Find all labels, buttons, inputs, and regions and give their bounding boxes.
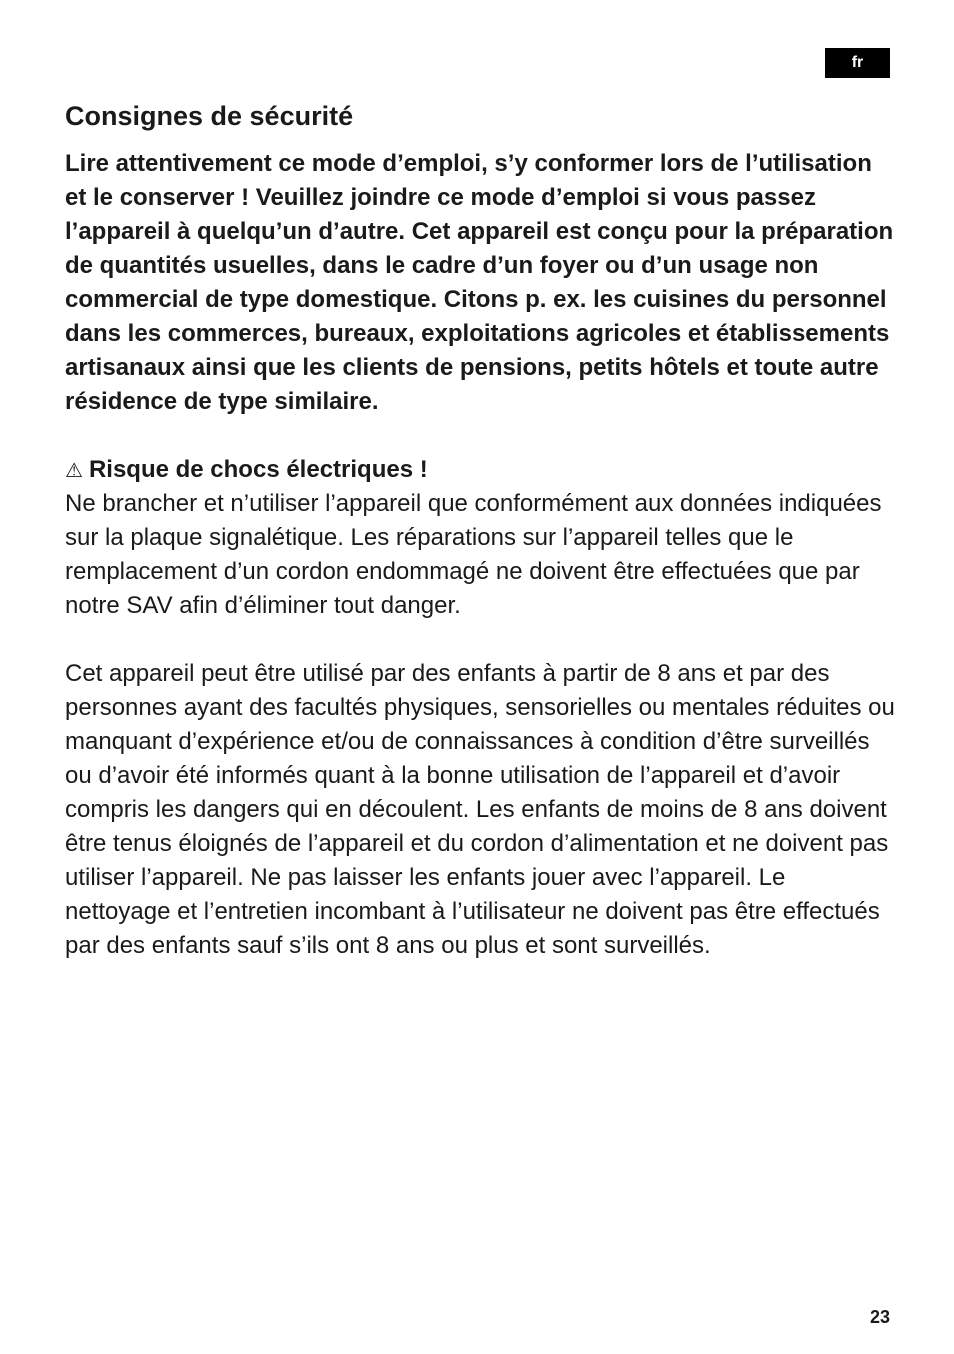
- intro-paragraph: Lire attentivement ce mode d’emploi, s’y conformer lors de l’utilisation et le conserver ! Veuillez joindre ce mode d’emploi si vous passez l’appareil à quelqu’un d’autre. Cet appareil est conçu pour la préparation de quantités usuelles, dans le cadre d’un foyer ou d’un usage non commercial de type domestique. Citons p. ex. les cuisines du personnel dans les commerces, bureaux, exploitations agricoles et établissements artisanaux ainsi que les clients de pensions, petits hôtels et toute autre résidence de type similaire.: [65, 150, 894, 415]
- warning-body: Ne brancher et n’utiliser l’appareil que conformément aux données indiquées sur la plaque signalétique. Les réparations sur l’appareil telles que le remplacement d’un cordon endommagé ne doivent être effectuées que par notre SAV afin d’éliminer tout danger.: [65, 490, 882, 619]
- section-title: Consignes de sécurité: [65, 101, 354, 131]
- warning-heading: [65, 453, 895, 487]
- warning-triangle-icon: ⚠: [65, 458, 83, 482]
- electric-shock-warning: [65, 453, 895, 623]
- language-badge: fr: [825, 48, 890, 78]
- safety-section: [65, 94, 895, 963]
- page-number: 23: [869, 1307, 890, 1327]
- warning-heading-text: Risque de chocs électriques !: [88, 456, 428, 483]
- children-paragraph: Cet appareil peut être utilisé par des enfants à partir de 8 ans et par des personnes ayant des facultés physiques, sensorielles ou mentales réduites ou manquant d’expérience et/ou de connaissances à condition d’être surveillés ou d’avoir été informés quant à la bonne utilisation de l’appareil et d’avoir compris les dangers qui en découlent. Les enfants de moins de 8 ans doivent être tenus éloignés de l’appareil et du cordon d’alimentation et ne doivent pas utiliser l’appareil. Ne pas laisser les enfants jouer avec l’appareil. Le nettoyage et l’entretien incombant à l’utilisateur ne doivent pas être effectués par des enfants sauf s’ils ont 8 ans ou plus et sont surveillés.: [65, 660, 895, 959]
